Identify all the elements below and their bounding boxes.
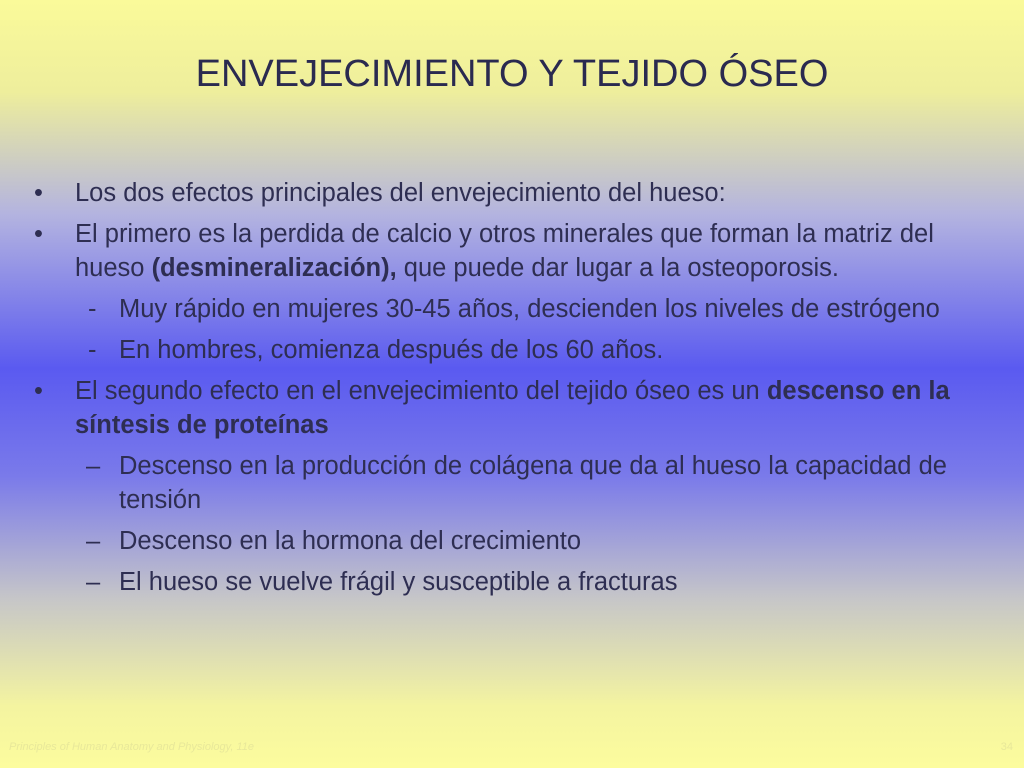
sub-bullet-item — [28, 449, 998, 517]
bullet-text-continued: que puede dar lugar a la osteoporosis. — [396, 254, 840, 282]
bullet-bold-text: descenso en la síntesis de proteínas — [75, 377, 950, 439]
sub-bullet-item — [28, 292, 998, 326]
sub-bullet-marker: – — [86, 527, 101, 555]
sub-bullet-text: Muy rápido en mujeres 30-45 años, descienden los niveles de estrógeno — [119, 295, 940, 323]
sub-bullet-text: Descenso en la producción de colágena que da al hueso la capacidad de tensión — [119, 452, 947, 514]
slide-number: 34 — [1000, 741, 1013, 753]
bullet-text: El segundo efecto en el envejecimiento del tejido óseo es un — [75, 377, 767, 405]
sub-bullet-marker: – — [86, 568, 101, 596]
slide-body — [28, 176, 998, 606]
sub-bullet-item — [28, 333, 998, 367]
bullet-item — [28, 217, 998, 285]
bullet-text: El primero es la perdida de calcio y otros minerales que forman la matriz del hueso — [75, 220, 934, 282]
slide-title: ENVEJECIMIENTO Y TEJIDO ÓSEO — [195, 53, 829, 95]
bullet-item — [28, 176, 998, 210]
footer-source: Principles of Human Anatomy and Physiology, 11e — [9, 741, 254, 753]
bullet-marker: • — [34, 179, 43, 207]
sub-bullet-text: Descenso en la hormona del crecimiento — [119, 527, 582, 555]
bullet-marker: • — [34, 377, 43, 405]
bullet-bold-text: (desmineralización), — [151, 254, 397, 282]
sub-bullet-marker: - — [88, 295, 97, 323]
sub-bullet-marker: – — [86, 452, 101, 480]
bullet-marker: • — [34, 220, 43, 248]
bullet-item — [28, 374, 998, 442]
sub-bullet-item — [28, 524, 998, 558]
bullet-text: Los dos efectos principales del envejecimiento del hueso: — [75, 179, 726, 207]
sub-bullet-marker: - — [88, 336, 97, 364]
sub-bullet-item — [28, 565, 998, 599]
sub-bullet-text: El hueso se vuelve frágil y susceptible a fracturas — [119, 568, 678, 596]
sub-bullet-text: En hombres, comienza después de los 60 años. — [119, 336, 664, 364]
